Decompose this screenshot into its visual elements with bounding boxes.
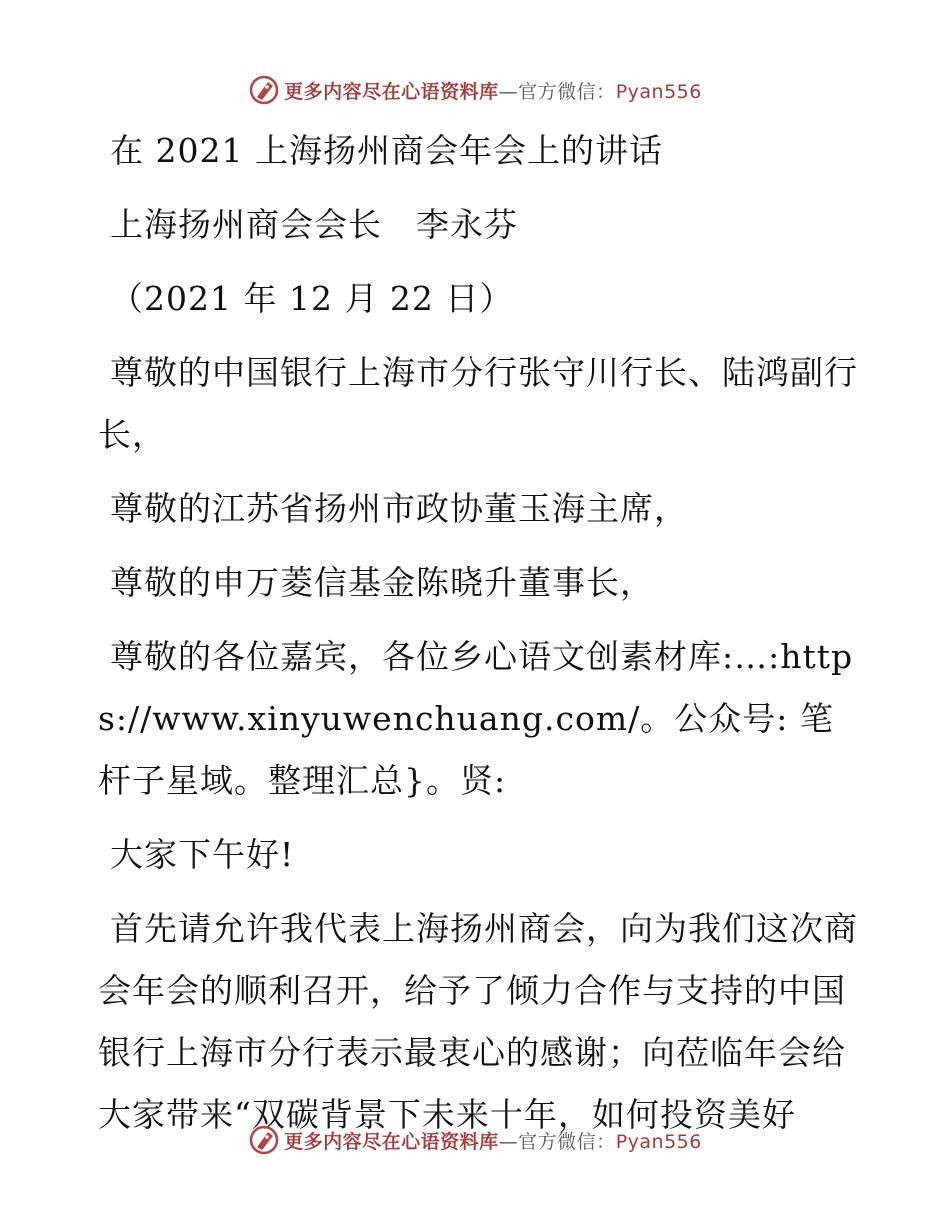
document-speaker: 上海扬州商会会长 李永芬 [110,205,518,244]
document-date: （2021 年 12 月 22 日） [110,279,514,318]
watermark-label: 官方微信： [518,1130,616,1153]
pen-nib-logo-icon [248,74,280,106]
paragraph: 大家下午好! [110,835,295,874]
footer-watermark-banner [0,1120,950,1160]
watermark-wechat-id: Pyan556 [615,80,702,103]
watermark-dash: — [498,1130,519,1153]
watermark-brand: 更多内容尽在心语资料库 [284,1130,499,1153]
paragraph: 尊敬的申万菱信基金陈晓升董事长， [110,563,654,602]
document-title: 在 2021 上海扬州商会年会上的讲话 [110,131,663,170]
paragraph-with-link: 尊敬的各位嘉宾，各位乡心语文创素材库:…:https://www.xinyuwenchuang.com/。公众号: 笔杆子星域。整理汇总}。贤: [98,637,854,800]
watermark-text [284,1127,702,1154]
watermark-wechat-id: Pyan556 [615,1130,702,1153]
watermark-label: 官方微信： [518,80,616,103]
paragraph: 尊敬的中国银行上海市分行张守川行长、陆鸿副行长， [98,353,858,454]
header-watermark-banner [0,70,950,110]
document-body [98,120,858,1158]
paragraph: 首先请允许我代表上海扬州商会，向为我们这次商会年会的顺利召开，给予了倾力合作与支持的中国银行上海市分行表示最衷心的感谢；向莅临年会给大家带来“双碳背景下未来十年，如何投资美好 [98,909,858,1134]
paragraph: 尊敬的江苏省扬州市政协董玉海主席， [110,489,688,528]
watermark-brand: 更多内容尽在心语资料库 [284,80,499,103]
watermark-dash: — [498,80,519,103]
watermark-text [284,77,702,104]
pen-nib-logo-icon [248,1124,280,1156]
